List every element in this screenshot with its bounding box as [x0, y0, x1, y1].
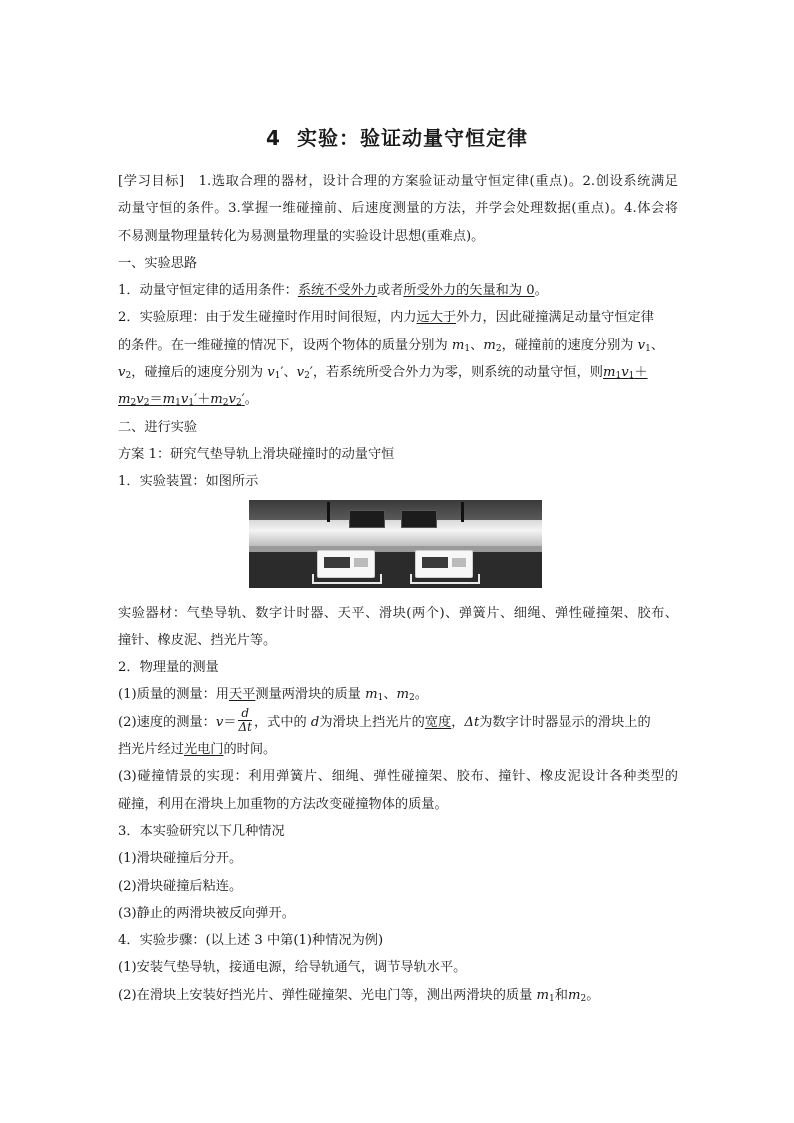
mass-measurement-line: (1)质量的测量：用天平测量两滑块的质量 $m_1$、$m_2$。 [118, 687, 428, 704]
apparatus-figure [118, 500, 678, 596]
plan-1-heading: 方案 1：研究气垫导轨上滑块碰撞时的动量守恒 [118, 446, 395, 462]
learning-goals-line-1: [学习目标] 1.选取合理的器材，设计合理的方案验证动量守恒定律(重点)。2.创设系统满足 [118, 174, 678, 189]
cases-heading: 3．本实验研究以下几种情况 [118, 823, 285, 839]
velocity-measurement-line-2: 挡光片经过光电门的时间。 [118, 742, 277, 758]
apparatus-heading: 1．实验装置：如图所示 [118, 474, 259, 490]
blank-balance: 天平 [229, 687, 256, 703]
document-body [118, 168, 678, 1009]
section-number: 4 [266, 126, 281, 150]
condition-line: 1．动量守恒定律的适用条件：系统不受外力或者所受外力的矢量和为 0。 [118, 283, 548, 299]
blank-momentum-equation-part-1: $m_1v_1+$ [602, 365, 648, 382]
blank-photogate: 光电门 [183, 742, 224, 758]
light-gate-flag-right [461, 502, 464, 522]
blank-momentum-equation-part-2: $m_2v_2=m_1v_1'+m_2v_2'$ [118, 392, 245, 409]
title-text: 实验：验证动量守恒定律 [296, 126, 528, 150]
principle-line-1: 2．实验原理：由于发生碰撞时作用时间很短，内力远大于外力，因此碰撞满足动量守恒定律 [118, 310, 654, 326]
case-3: (3)静止的两滑块被反向弹开。 [118, 905, 295, 921]
blank-width: 宽度 [424, 714, 452, 730]
glider-right [401, 510, 437, 528]
case-1: (1)滑块碰撞后分开。 [118, 851, 243, 867]
section-heading-idea: 一、实验思路 [118, 255, 198, 271]
equipment-line-1: 实验器材：气垫导轨、数字计时器、天平、滑块(两个)、弹簧片、细绳、弹性碰撞架、胶布、 [118, 605, 678, 621]
step-2: (2)在滑块上安装好挡光片、弹性碰撞架、光电门等，测出两滑块的质量 $m_1$和$m_2$。 [118, 987, 600, 1004]
blank-no-external-force: 系统不受外力 [297, 283, 377, 299]
collision-setup-line-1: (3)碰撞情景的实现：利用弹簧片、细绳、弹性碰撞架、胶布、撞针、橡皮泥设计各种类型的 [118, 769, 678, 785]
step-1: (1)安装气垫导轨，接通电源，给导轨通气，调节导轨水平。 [118, 960, 467, 976]
learning-goals-line-2: 动量守恒的条件。3.掌握一维碰撞前、后速度测量的方法，并学会处理数据(重点)。4.体会将 [118, 201, 678, 217]
blank-much-greater: 远大于 [416, 310, 457, 326]
momentum-equation-line: $m_2v_2=m_1v_1'+m_2v_2'$。 [118, 392, 258, 409]
equipment-line-2: 撞针、橡皮泥、挡光片等。 [118, 632, 277, 648]
section-heading-experiment: 二、进行实验 [118, 419, 198, 435]
blank-net-force-zero: 所受外力的矢量和为 0 [403, 283, 535, 299]
page-title [0, 122, 794, 151]
light-gate-flag-left [327, 502, 330, 522]
air-track-photo [249, 500, 542, 588]
steps-heading: 4．实验步骤：(以上述 3 中第(1)种情况为例) [118, 933, 384, 949]
principle-line-3: $v_2$，碰撞后的速度分别为 $v_1'$、$v_2'$，若系统所受合外力为零，则系统的动量守恒，则$m_1v_1+$ [118, 365, 648, 382]
measurement-heading: 2．物理量的测量 [118, 660, 219, 676]
principle-line-2: 的条件。在一维碰撞的情况下，设两个物体的质量分别为 $m_1$、$m_2$，碰撞前的速度分别为 $v_1$、 [118, 337, 665, 354]
learning-goals-line-3: 不易测量物理量转化为易测量物理量的实验设计思想(重难点)。 [118, 228, 485, 244]
case-2: (2)滑块碰撞后粘连。 [118, 878, 243, 894]
glider-left [349, 510, 385, 528]
collision-setup-line-2: 碰撞，利用在滑块上加重物的方法改变碰撞物体的质量。 [118, 796, 448, 812]
velocity-measurement-line: (2)速度的测量：v＝ $\frac{d}{\Delta t}$ ，式中的 d为滑块上挡光片的宽度，Δt为数字计时器显示的滑块上的 [118, 705, 651, 734]
air-track-rail [249, 520, 542, 546]
velocity-fraction: $\frac{d}{\Delta t}$ [238, 705, 252, 734]
